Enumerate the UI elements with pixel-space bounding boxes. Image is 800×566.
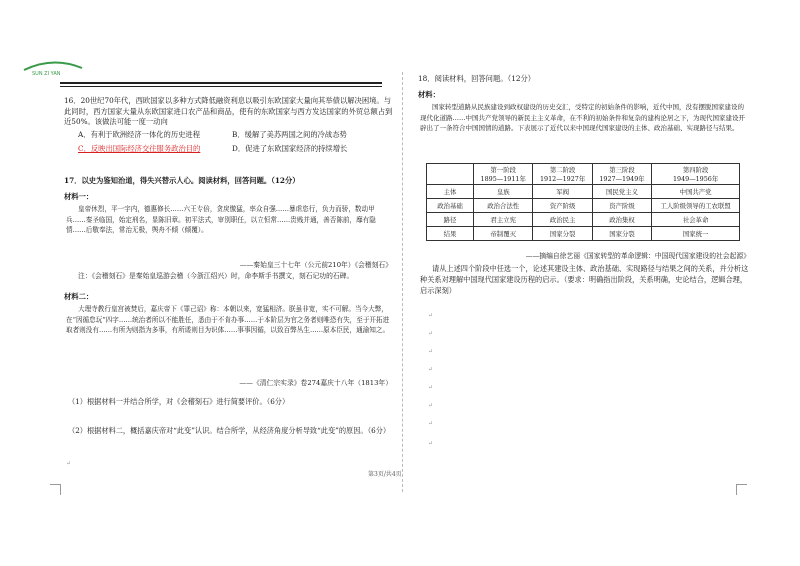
- q18-stem: 18．阅读材料，回答问题。（12分）: [418, 74, 536, 83]
- paragraph-mark-icon: ↵: [428, 440, 434, 447]
- table-row: [427, 199, 740, 213]
- table-cell: 社会革命: [652, 213, 740, 227]
- table-cell: 君主立宪: [474, 213, 533, 227]
- q16-option-a: A．有利于欧洲经济一体化的历史进程: [78, 130, 201, 139]
- table-cell: 国民党主义: [592, 185, 651, 199]
- table-row: [427, 185, 740, 199]
- table-corner-cell: [427, 164, 474, 185]
- crop-mark: [50, 484, 61, 495]
- table-cell: 政治民主: [533, 213, 592, 227]
- table-header-cell: 第二阶段 1912—1927年: [533, 164, 592, 185]
- q17-material1-text: 皇帝休烈，平一宇内，德惠修长……六王专倍，贪戾慠猛，率众自强……暴虐恣行，负力而骄，数动甲兵……秦圣临国，始定刑名，显陈旧章。初平法式，审别职任，以立恒常……贵贱并通，善否陈前，靡有隐情……后敬奉法，常治无极，舆舟不倾（倾覆）。: [66, 205, 376, 235]
- logo-text: SUN ZI YAN: [32, 71, 61, 77]
- paragraph-mark-icon: ↵: [66, 460, 72, 467]
- q17-material2-text: 大理寺教行皇宫被焚后，嘉庆帝下《罪己诏》称：本朝以来，宽猛相济。朕虽非宽，实不可解。当今大弊，在“因循怠玩”四字……统治者所以不能胜任，悉由于不肯办事……于本阶层为官之务者则唯恐有失，至于开拓进取者则没有……有所为则指为多事，有所诿则目为识体……事事因循，以致百弊丛生……原本臣民，通渝知之。: [66, 305, 390, 335]
- q17-stem: 17．以史为鉴知治道，得失兴替示人心。阅读材料，回答问题。（12分）: [64, 176, 300, 185]
- table-cell: 国家分裂: [533, 227, 592, 241]
- table-cell: 中国共产党: [652, 185, 740, 199]
- table-header-cell: 第四阶段 1949—1956年: [652, 164, 740, 185]
- q16-option-b: B．缓解了美苏两国之间的冷战态势: [232, 130, 347, 139]
- paragraph-mark-icon: ↵: [428, 348, 434, 355]
- q17-material2-source: ——《清仁宗实录》卷274嘉庆十八年（1813年）: [239, 379, 392, 387]
- column-divider: [402, 72, 403, 492]
- table-row: [427, 213, 740, 227]
- table-row-header: 结果: [427, 227, 474, 241]
- table-header-cell: 第一阶段 1895—1911年: [474, 164, 533, 185]
- table-row-header: 政治基础: [427, 199, 474, 213]
- table-cell: 政治集权: [592, 213, 651, 227]
- q16-option-c: C．反映出国际经济交往服务政治目的: [78, 144, 201, 153]
- q17-material1-note: 注：《会稽刻石》是秦始皇巡游会稽（今浙江绍兴）时，命李斯手书撰文，刻石记功的石碑。: [78, 272, 354, 280]
- table-header-cell: 第三阶段 1927—1949年: [592, 164, 651, 185]
- table-cell: 资产阶级: [533, 199, 592, 213]
- table-cell: 军阀: [533, 185, 592, 199]
- q17-subquestion-1: （1）根据材料一并结合所学，对《会稽刻石》进行简要评价。（6分）: [68, 397, 290, 406]
- table-row-header: 主体: [427, 185, 474, 199]
- paragraph-mark-icon: ↵: [428, 330, 434, 337]
- q17-material1-label: 材料一：: [64, 192, 94, 201]
- q17-material2-label: 材料二：: [64, 292, 94, 301]
- paragraph-mark-icon: ↵: [428, 312, 434, 319]
- table-cell: 政治合法性: [474, 199, 533, 213]
- paragraph-mark-icon: ↵: [428, 366, 434, 373]
- q17-subquestion-2: （2）根据材料二，概括嘉庆帝对“此变”认识。结合所学，从经济角度分析导致“此变”的原因。（6分）: [68, 426, 391, 435]
- q17-material1-source: ——秦始皇三十七年（公元前210年）《会稽刻石》: [239, 261, 392, 269]
- table-cell: 国家统一: [652, 227, 740, 241]
- header-rule-thick: [60, 82, 382, 84]
- q18-material-label: 材料：: [418, 90, 440, 99]
- q16-stem: 16．20世纪70年代，西欧国家以多种方式降低融资利息以吸引东欧国家大量向其举债以解决困境。与此同时，西方国家大量从东欧国家进口农产品和商品，使有的东欧国家与西方发达国家的外贸总额占到近50%。该做法可能一度一动向: [64, 96, 393, 127]
- paragraph-mark-icon: ↵: [428, 384, 434, 391]
- q18-task: 请从上述四个阶段中任选一个，论述其建设主体、政治基础、实现路径与结果之间的关系，并分析这种关系对理解中国现代国家建设历程的启示。（要求：明确指出阶段，关系明确，史论结合，逻辑合理，启示深刻）: [420, 264, 749, 295]
- q16-option-d: D．促进了东欧国家经济的持续增长: [232, 144, 348, 153]
- q18-source: ——摘编自徐艺丽《国家转型的革命逻辑：中国现代国家建设的社会起源》: [525, 252, 750, 260]
- q18-table: [426, 163, 740, 241]
- table-cell: 皇族: [474, 185, 533, 199]
- table-row-header: 路径: [427, 213, 474, 227]
- crop-mark: [736, 484, 747, 495]
- header-rule-thin: [60, 86, 382, 87]
- table-cell: 工人阶级领导的工农联盟: [652, 199, 740, 213]
- table-row: [427, 227, 740, 241]
- page-footer: 第3页/共4页: [368, 471, 402, 478]
- table-cell: 资产阶级: [592, 199, 651, 213]
- table-cell: 帝制覆灭: [474, 227, 533, 241]
- q18-material-text: 国家转型道路从民族建设到政权建设的历史交汇，受特定的初始条件的影响，近代中国，没有摆脱国家建设的现代化道路……中国共产党领导的新民主主义革命，在不利的初始条件和复杂的建构论居之下，为现代国家建设开辟出了一条符合中国国情的道路。下表展示了近代以来中国现代国家建设的主体、政治基础、实现路径与结果。: [420, 103, 745, 133]
- paragraph-mark-icon: ↵: [428, 402, 434, 409]
- paragraph-mark-icon: ↵: [428, 420, 434, 427]
- school-logo: [22, 58, 84, 78]
- table-cell: 国家分裂: [592, 227, 651, 241]
